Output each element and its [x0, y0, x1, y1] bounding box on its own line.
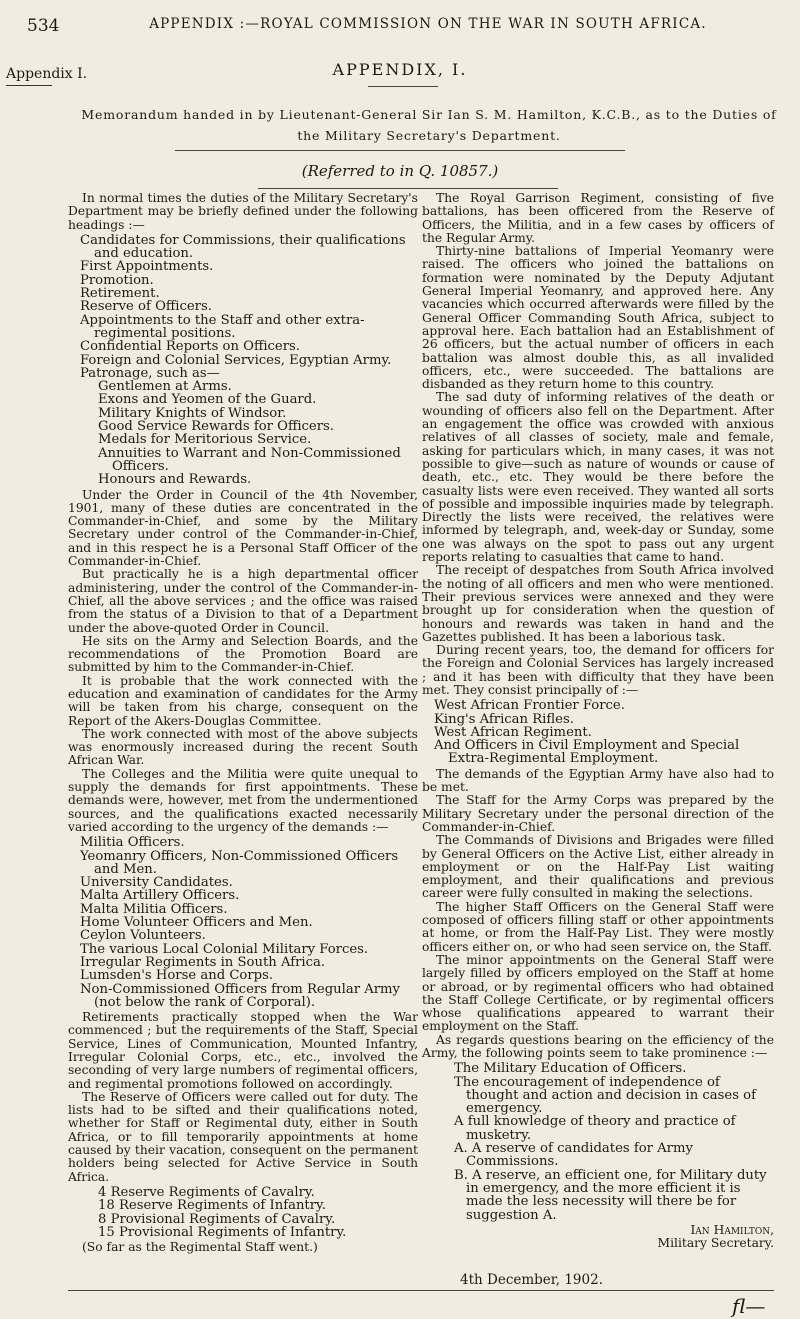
list-item: A full knowledge of theory and practice of musketry. — [454, 1114, 736, 1143]
paragraph: During recent years, too, the demand for officers for the Foreign and Colonial Services has largely increased ; and it has been with difficulty that they have been met. They consist principally of :— — [422, 643, 774, 697]
list-item: Lumsden's Horse and Corps. — [80, 968, 274, 984]
memo-title: Memorandum handed in by Lieutenant-General Sir Ian S. M. Hamilton, K.C.B., as to the Duties of the Military Secretary's Department. — [81, 107, 777, 143]
list-item: Honours and Rewards. — [98, 472, 252, 488]
list-item: University Candidates. — [80, 875, 233, 891]
list-item: Medals for Meritorious Service. — [98, 432, 312, 448]
title-rule — [368, 86, 438, 87]
list-item: The encouragement of independence of thought and action and decision in cases of emergency. — [454, 1074, 756, 1117]
paragraph: The work connected with most of the above subjects was enormously increased during the recent South African War. — [68, 726, 418, 768]
reference-rule — [258, 188, 558, 189]
paragraph: It is probable that the work connected with the education and examination of candidates for the Army will be taken from his charge, consequent on the Report of the Akers-Douglas Committee. — [68, 673, 418, 728]
list-item: 15 Provisional Regiments of Infantry. — [98, 1224, 347, 1240]
list-item: Militia Officers. — [80, 835, 185, 851]
list-item: Confidential Reports on Officers. — [80, 339, 301, 355]
list-item: A. A reserve of candidates for Army Commissions. — [454, 1141, 693, 1170]
list-item: Exons and Yeomen of the Guard. — [98, 392, 317, 408]
signature-rank: Military Secretary. — [657, 1236, 774, 1251]
paragraph: The minor appointments on the General Staff were largely filled by officers employed on the Staff at home or abroad, or by regimental officers who had obtained the Staff College Certificate, or by regimental officers whose qualifications appeared to warrant their employment on the Staff. — [422, 952, 774, 1034]
paragraph: The Staff for the Army Corps was prepared by the Military Secretary under the personal direction of the Commander-in-Chief. — [422, 793, 774, 834]
paragraph: The Colleges and the Militia were quite unequal to supply the demands for first appointments. These demands were, however, met from the undermentioned sources, and the qualifications exacted necessarily varied according to the urgency of the demands :— — [68, 766, 418, 834]
list-item: 8 Provisional Regiments of Cavalry. — [98, 1211, 336, 1227]
list-item: 18 Reserve Regiments of Infantry. — [98, 1198, 326, 1214]
list-item: West African Frontier Force. — [434, 698, 625, 714]
paragraph: Thirty-nine battalions of Imperial Yeomanry were raised. The officers who joined the battalions on formation were nominated by the Deputy Adjutant General Imperial Yeomanry, and approved here. Any vacancies which occurred afterwards were filled by the General Officer Commanding South Africa, subject to approval here. Each battalion had an Establishment of 26 officers, but the actual number of officers in each battalion was almost double this, as all invalided officers, etc., were succeeded. The battalions are disbanded as they return home to this country. — [422, 244, 774, 392]
list-item: The various Local Colonial Military Forces. — [80, 941, 369, 957]
list-item: 4 Reserve Regiments of Cavalry. — [98, 1184, 315, 1200]
list-item: The Military Education of Officers. — [454, 1061, 687, 1077]
paragraph: The sad duty of informing relatives of the death or wounding of officers also fell on the Department. After an engagement the office was crowded with anxious relatives of all classes of society, male and female, asking for particulars which, in many cases, it was not possible to give—such as nature of wounds or cause of death, etc., etc. They would be there before the casualty lists were even received. They wanted all sorts of possible and impossible inquiries made by telegraph. Directly the lists were received, the relatives were informed by telegraph, and, week-day or Sunday, some one was always on the spot to pass out any urgent reports relating to casualties that came to hand. — [422, 390, 774, 565]
duty-headings-list — [68, 234, 418, 487]
right-column — [422, 192, 774, 1250]
sources-list — [68, 836, 418, 1009]
margin-rule — [6, 85, 52, 86]
paragraph: In normal times the duties of the Military Secretary's Department may be briefly defined under the following headings :— — [68, 191, 418, 232]
list-item: Patronage, such as— — [80, 365, 220, 381]
list-item: Promotion. — [80, 272, 154, 288]
list-item: Ceylon Volunteers. — [80, 928, 206, 944]
list-item: Reserve of Officers. — [80, 299, 212, 315]
regiments-list — [68, 1186, 418, 1239]
bottom-rule — [68, 1290, 774, 1291]
paragraph: The Commands of Divisions and Brigades were filled by General Officers on the Active List, either already in employment or on the Half-Pay List waiting employment, and their qualifications and previous career were fully consulted in making the selections. — [422, 833, 774, 901]
list-item: Gentlemen at Arms. — [98, 379, 232, 395]
list-item: Yeomanry Officers, Non-Commissioned Officers and Men. — [80, 848, 399, 877]
paragraph: He sits on the Army and Selection Boards, and the recommendations of the Promotion Board are submitted by him to the Commander-in-Chief. — [68, 633, 418, 675]
paragraph: The Royal Garrison Regiment, consisting of five battalions, has been officered from the Reserve of Officers, the Militia, and in a few cases by officers of the Regular Army. — [422, 191, 774, 245]
paragraph: Retirements practically stopped when the War commenced ; but the requirements of the Staff, Special Service, Lines of Communication, Mounted Infantry, Irregular Colonial Corps, etc., etc., involved the seconding of very large numbers of regimental officers, and regimental promotions followed on accordingly. — [68, 1010, 418, 1091]
page-number: 534 — [27, 16, 60, 36]
margin-note: Appendix I. — [6, 66, 88, 82]
list-item: Irregular Regiments in South Africa. — [80, 954, 326, 970]
date-line: 4th December, 1902. — [460, 1272, 603, 1288]
list-item: Military Knights of Windsor. — [98, 405, 287, 421]
paraph: fl— — [732, 1294, 766, 1318]
list-item: Candidates for Commissions, their qualifications and education. — [80, 232, 406, 262]
paragraph: (So far as the Regimental Staff went.) — [82, 1240, 318, 1255]
list-item: Home Volunteer Officers and Men. — [80, 915, 313, 931]
list-item: King's African Rifles. — [434, 711, 574, 727]
paragraph: Under the Order in Council of the 4th November, 1901, many of these duties are concentrated in the Commander-in-Chief, and some by the Military Secretary under control of the Commander-in-Chief, and in this respect he is a Personal Staff Officer of the Commander-in-Chief. — [68, 487, 418, 569]
list-item: Foreign and Colonial Services, Egyptian Army. — [80, 352, 392, 368]
services-list — [422, 699, 774, 765]
list-item: Non-Commissioned Officers from Regular Army (not below the rank of Corporal). — [80, 981, 401, 1010]
paragraph: The higher Staff Officers on the General Staff were composed of officers filling staff or other appointments at home, or from the Half-Pay List. They were mostly officers either on, or who had seen service on, the Staff. — [422, 899, 774, 954]
paragraph: The Reserve of Officers were called out for duty. The lists had to be sifted and their qualifications noted, whether for Staff or Regimental duty, either in South Africa, or to fill temporarily appointments at home caused by their vacation, consequent on the permanent holders being selected for Active Service in South Africa. — [68, 1089, 418, 1184]
paragraph: But practically he is a high departmental officer administering, under the control of the Commander-in-Chief, all the above services ; and the office was raised from the status of a Division to that of a Department under the above-quoted Order in Council. — [68, 567, 418, 635]
list-item: First Appointments. — [80, 259, 214, 275]
header-rule — [175, 150, 625, 151]
list-item: And Officers in Civil Employment and Special Extra-Regimental Employment. — [434, 738, 740, 767]
list-item: Retirement. — [80, 286, 160, 302]
list-item: Appointments to the Staff and other extra-regimental positions. — [80, 312, 365, 341]
reference-line: (Referred to in Q. 10857.) — [301, 162, 499, 180]
paragraph: As regards questions bearing on the efficiency of the Army, the following points seem to take prominence :— — [422, 1032, 774, 1060]
list-item: Malta Militia Officers. — [80, 901, 228, 917]
list-item: West African Regiment. — [434, 724, 592, 740]
list-item: Annuities to Warrant and Non-Commissioned Officers. — [98, 445, 401, 474]
appendix-title: APPENDIX, I. — [332, 60, 468, 79]
list-item: Good Service Rewards for Officers. — [98, 419, 334, 435]
paragraph: The demands of the Egyptian Army have also had to be met. — [422, 766, 774, 795]
list-item: Malta Artillery Officers. — [80, 888, 240, 904]
left-column — [68, 192, 418, 1254]
signature-name: Ian Hamilton, — [690, 1222, 774, 1237]
running-head: APPENDIX :—ROYAL COMMISSION ON THE WAR IN SOUTH AFRICA. — [149, 16, 707, 32]
points-list — [422, 1062, 774, 1222]
paragraph: The receipt of despatches from South Africa involved the noting of all officers and men who were mentioned. Their previous services were annexed and they were brought up for consideration when the question of honours and rewards was taken in hand and the Gazettes published. It has been a laborious task. — [422, 563, 774, 644]
list-item: B. A reserve, an efficient one, for Military duty in emergency, and the more efficient it is made the less necessity will there be for suggestion A. — [454, 1167, 767, 1223]
